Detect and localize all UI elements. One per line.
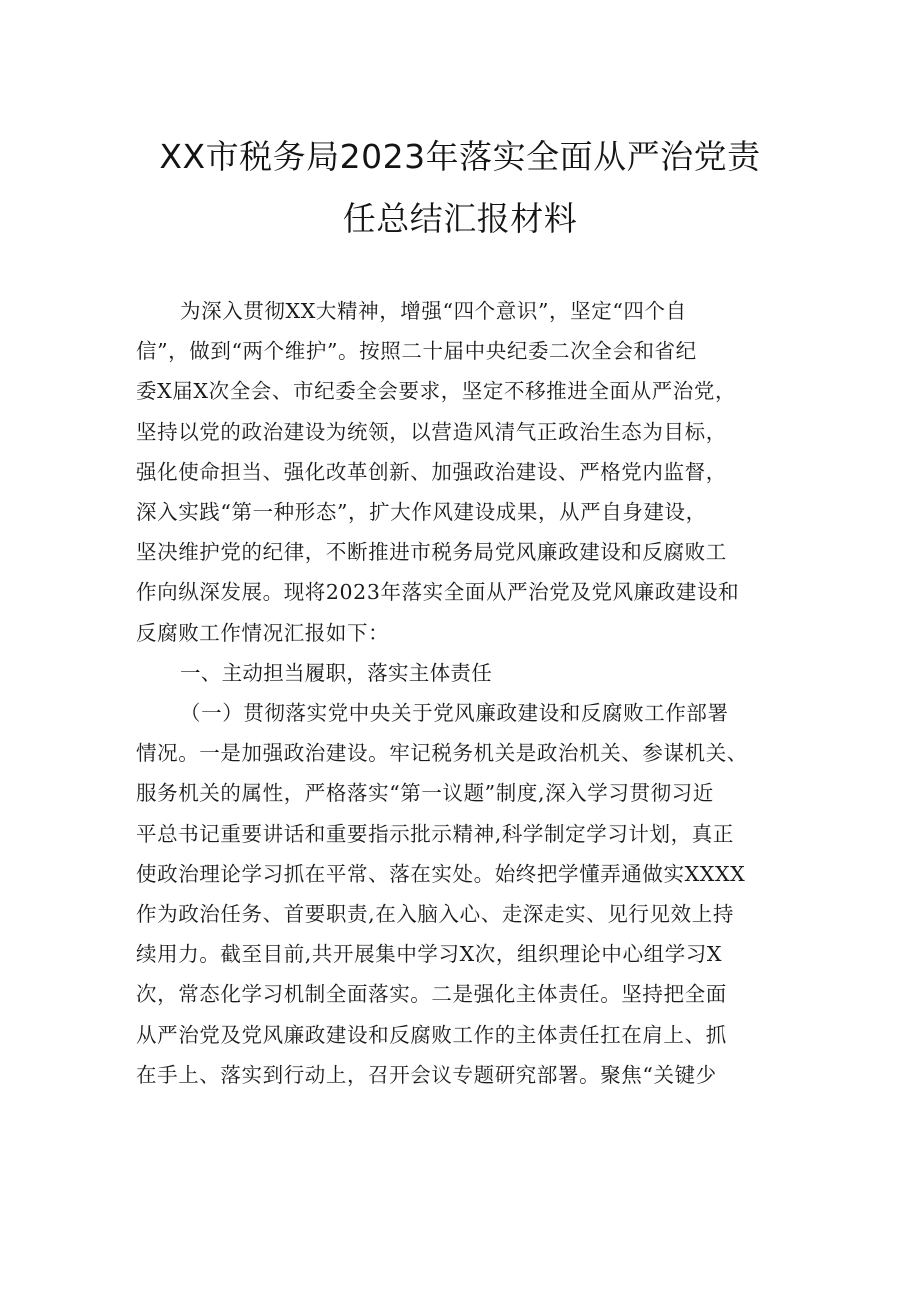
paragraph-line: 信”，做到“两个维护”。按照二十届中央纪委二次全会和省纪 <box>136 339 697 364</box>
paragraph-line: 坚决维护党的纪律，不断推进市税务局党风廉政建设和反腐败工 <box>136 540 727 565</box>
paragraph-line: 使政治理论学习抓在平常、落在实处。始终把学懂弄通做实XXXX <box>136 861 746 886</box>
paragraph-line: 服务机关的属性，严格落实“第一议题”制度,深入学习贯彻习近 <box>136 781 714 806</box>
paragraph-line: 为深入贯彻XX大精神，增强“四个意识”，坚定“四个自 <box>180 299 687 323</box>
paragraph-line: 情况。一是加强政治建设。牢记税务机关是政治机关、参谋机关、 <box>136 741 748 766</box>
paragraph-line: （一）贯彻落实党中央关于党风廉政建设和反腐败工作部署 <box>180 701 729 726</box>
paragraph-line: 在手上、落实到行动上，召开会议专题研究部署。聚焦“关键少 <box>136 1062 717 1087</box>
paragraph-line: 作为政治任务、首要职责,在入脑入心、走深走实、见行见效上持 <box>136 902 734 927</box>
paragraph-line: 平总书记重要讲话和重要指示批示精神,科学制定学习计划，真正 <box>136 821 734 846</box>
document-title <box>120 126 800 250</box>
document-body <box>136 291 796 1095</box>
paragraph-line: 从严治党及党风廉政建设和反腐败工作的主体责任扛在肩上、抓 <box>136 1022 727 1047</box>
title-line-2: 任总结汇报材料 <box>342 199 578 238</box>
paragraph-line: 作向纵深发展。现将2023年落实全面从严治党及党风廉政建设和 <box>136 580 740 605</box>
paragraph-line: 坚持以党的政治建设为统领，以营造风清气正政治生态为目标， <box>136 419 727 444</box>
section-heading: 一、主动担当履职，落实主体责任 <box>180 660 492 685</box>
paragraph-line: 次，常态化学习机制全面落实。二是强化主体责任。坚持把全面 <box>136 982 727 1007</box>
paragraph-line: 深入实践“第一种形态”，扩大作风建设成果，从严自身建设， <box>136 500 707 525</box>
paragraph-line: 反腐败工作情况汇报如下： <box>136 620 390 645</box>
title-line-1: XX市税务局2023年落实全面从严治党责 <box>159 137 761 176</box>
paragraph-line: 强化使命担当、强化改革创新、加强政治建设、严格党内监督， <box>136 459 727 484</box>
paragraph-line: 委X届X次全会、市纪委全会要求，坚定不移推进全面从严治党， <box>136 379 737 404</box>
paragraph-line: 续用力。截至目前,共开展集中学习X次，组织理论中心组学习X <box>136 942 723 967</box>
